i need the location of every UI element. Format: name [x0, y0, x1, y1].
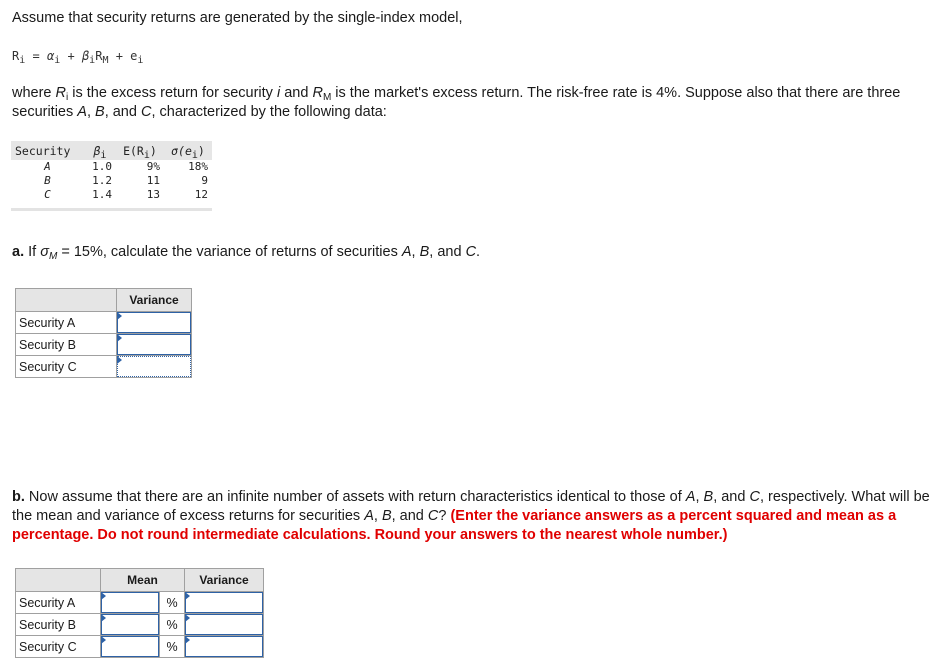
intro-text: Assume that security returns are generated by the single-index model,: [12, 10, 463, 26]
part-b-prompt: b. Now assume that there are an infinite number of assets with return characteristics identical to those of A, B, and C, respectively. What will be the mean and variance of excess returns for securities A, B, and C? (Enter the variance answers as a percent squared and mean as a percentage. Do not round intermediate calculations. Round your answers to the nearest whole number.): [12, 489, 930, 543]
percent-unit: %: [160, 614, 185, 636]
grid-corner: [16, 569, 101, 592]
table-row: Security B: [16, 334, 192, 356]
mean-header: Mean: [101, 569, 185, 592]
table-row: A 1.0 9% 18%: [44, 160, 208, 173]
grid-corner: [16, 289, 117, 312]
variance-input-c[interactable]: [185, 636, 263, 657]
table-row: C 1.4 13 12: [44, 188, 208, 201]
table-row: Security C: [16, 356, 192, 378]
table-row: Security B %: [16, 614, 264, 636]
mean-input-a[interactable]: [101, 592, 159, 613]
table-row: Security C %: [16, 636, 264, 658]
variance-header: Variance: [185, 569, 264, 592]
variance-answer-grid: [15, 288, 192, 378]
table-row: Security A %: [16, 592, 264, 614]
table-bottom-rule: [11, 208, 212, 211]
col-sigma: $\sigma(e_i)$: [164, 141, 212, 160]
single-index-equation: $R_i = \alpha_i + \beta_iR_M + e_i$: [12, 49, 144, 66]
variance-input-b[interactable]: [185, 614, 263, 635]
table-row: B 1.2 11 9: [44, 174, 208, 187]
variance-header: Variance: [117, 289, 192, 312]
where-paragraph: where $R_i$ is the excess return for security i and $R_M$ is the market's excess return. The risk-free rate is 4%. Suppose also that there are three securities A, B, and C, characterized by the following data:: [12, 85, 901, 120]
variance-input-a[interactable]: [185, 592, 263, 613]
variance-input-c[interactable]: [117, 356, 191, 377]
col-beta: $\beta_i$: [84, 141, 116, 160]
answer-instruction: (Enter the variance answers as a percent squared and mean as a percentage. Do not round intermediate calculations. Round your answers to the nearest whole number.): [12, 508, 897, 543]
data-table-header-row: [11, 141, 212, 160]
variance-input-b[interactable]: [117, 334, 191, 355]
table-row: Security A: [16, 312, 192, 334]
percent-unit: %: [160, 592, 185, 614]
col-security: Security: [11, 141, 84, 160]
variance-input-a[interactable]: [117, 312, 191, 333]
part-a-prompt: a. If $\sigma_M = 15\%$, calculate the variance of returns of securities A, B, and C.: [12, 244, 481, 262]
mean-input-c[interactable]: [101, 636, 159, 657]
percent-unit: %: [160, 636, 185, 658]
col-expected-return: $E(R_i)$: [116, 141, 164, 160]
mean-variance-answer-grid: [15, 568, 264, 658]
security-data-table: [11, 141, 212, 211]
mean-input-b[interactable]: [101, 614, 159, 635]
